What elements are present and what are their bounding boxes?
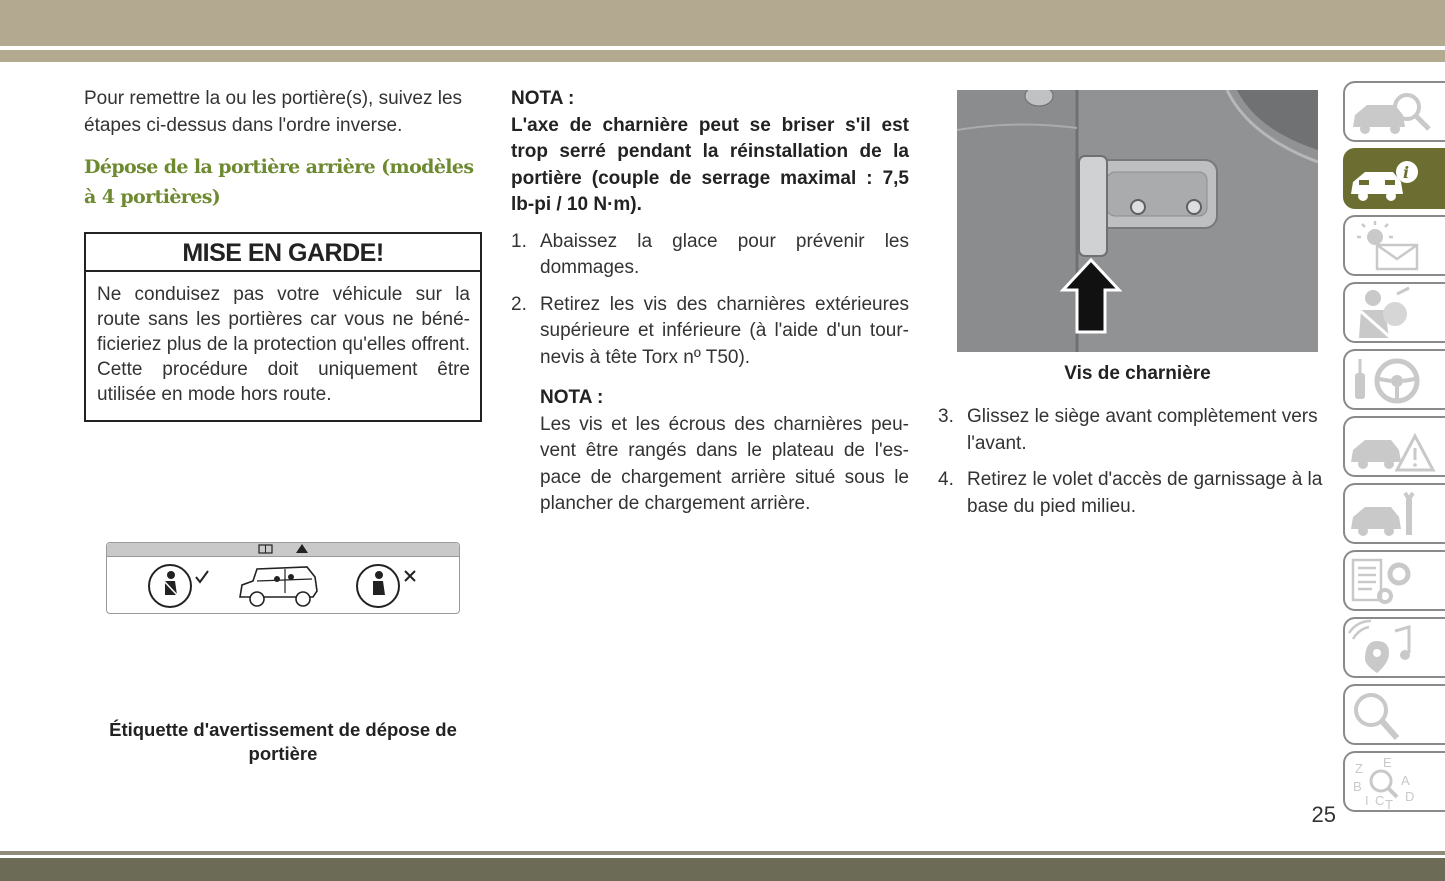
tab-index[interactable] [1343, 751, 1445, 812]
tab-specifications[interactable] [1343, 550, 1445, 611]
index-letter: Z [1355, 761, 1363, 776]
seatbelt-no-icon [357, 565, 415, 607]
step-number: 3. [938, 406, 954, 427]
step-item [511, 229, 909, 282]
tab-multimedia[interactable] [1343, 617, 1445, 678]
index-letter: C [1375, 793, 1385, 808]
tab-car-info[interactable] [1343, 148, 1445, 209]
warning-box [84, 232, 482, 422]
figure-caption-label: Étiquette d'avertissement de dépose de portière [109, 719, 457, 764]
nota-text: L'axe de charnière peut se briser s'il est trop serré pendant la réinstallation de la portière (couple de serrage maximal : 7,5 lb-pi / 10 N·m). [511, 114, 909, 215]
sub-nota-label: NOTA : [540, 387, 604, 408]
bottom-stripe [0, 851, 1445, 855]
tab-warning-lights[interactable] [1343, 215, 1445, 276]
middle-column [511, 86, 909, 518]
step-text: Glissez le siège avant complètement vers l'avant. [967, 406, 1318, 454]
svg-text:i: i [1403, 163, 1410, 182]
specifications-gear-icon [1345, 552, 1445, 609]
hinge-screw [1187, 200, 1201, 214]
tab-search[interactable] [1343, 684, 1445, 745]
warning-text: Ne conduisez pas votre véhicule sur la route sans les portières car vous ne bénéficieriez plus de la protection qu'elles offrent. Cette procédure doit uniquement être utilisée en mode hors route. [97, 284, 470, 405]
index-letter: T [1385, 797, 1393, 810]
step-item [938, 404, 1336, 457]
top-band [0, 0, 1445, 46]
step-number: 2. [511, 293, 527, 315]
top-stripe [0, 50, 1445, 62]
car-warning-triangle-icon [1345, 418, 1445, 475]
nota-label: NOTA : [511, 88, 575, 109]
car-search-icon [1345, 83, 1445, 140]
intro-paragraph: Pour remettre la ou les portière(s), suivez les étapes ci-dessus dans l'ordre inverse. [84, 88, 463, 136]
step-number: 1. [511, 230, 527, 252]
bottom-band [0, 858, 1445, 881]
hinge-illustration [957, 90, 1318, 352]
page-number: 25 [1311, 802, 1336, 827]
label-pictograms [107, 557, 459, 613]
index-letter: E [1383, 755, 1392, 770]
step-item [938, 467, 1336, 520]
section-heading: Dépose de la portière arrière (modèles à 4 portières) [84, 156, 474, 208]
right-column-steps [938, 394, 1336, 520]
magnifier-icon [1345, 686, 1445, 743]
hinge-photo [957, 90, 1318, 352]
warning-light-message-icon [1345, 217, 1445, 274]
tab-safety[interactable] [1343, 282, 1445, 343]
tab-starting-driving[interactable] [1343, 349, 1445, 410]
seatbelt-ok-icon [149, 565, 208, 607]
tab-car-search[interactable] [1343, 81, 1445, 142]
door-warning-label-figure [106, 542, 460, 614]
photo-caption: Vis de charnière [1064, 363, 1211, 384]
step-text: Retirez les vis des charnières extérieures supérieure et inférieure (à l'aide d'un tournevis à tête Torx nº T50). [540, 293, 909, 368]
step-number: 4. [938, 469, 954, 490]
label-header-icons [107, 543, 459, 556]
index-letter: A [1401, 773, 1410, 788]
step-text: Abaissez la glace pour prévenir les dommages. [540, 230, 909, 278]
warning-title: MISE EN GARDE! [86, 234, 480, 272]
label-header-strip [107, 543, 459, 557]
airbag-safety-icon [1345, 284, 1445, 341]
warning-triangle-icon [296, 544, 308, 553]
car-wrench-icon [1345, 485, 1445, 542]
index-letter: I [1365, 793, 1369, 808]
jeep-without-doors-icon [240, 567, 317, 606]
hinge-screw [1131, 200, 1145, 214]
multimedia-music-icon [1345, 619, 1445, 676]
index-letter: B [1353, 779, 1362, 794]
tab-servicing[interactable] [1343, 483, 1445, 544]
step-item [511, 292, 909, 372]
index-letter: D [1405, 789, 1415, 804]
key-steering-wheel-icon [1345, 351, 1445, 408]
sub-nota [540, 385, 909, 518]
car-info-icon [1345, 150, 1445, 207]
step-text: Retirez le volet d'accès de garnissage à la base du pied milieu. [967, 469, 1323, 517]
hinge-pin [1079, 156, 1107, 256]
tab-emergency[interactable] [1343, 416, 1445, 477]
sub-nota-text: Les vis et les écrous des charnières peuvent être rangés dans le plateau de l'espace de chargement arrière situé sous le plancher de chargement arrière. [540, 413, 909, 514]
index-letters-icon [1345, 753, 1445, 810]
